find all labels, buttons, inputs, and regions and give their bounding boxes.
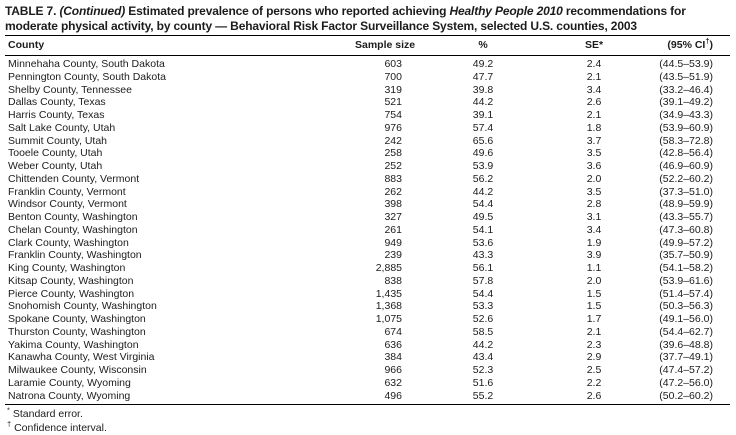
cell-ci: (47.2–56.0) xyxy=(659,376,713,389)
cell-se: 3.6 xyxy=(586,160,602,172)
cell-percent: 56.2 xyxy=(472,172,494,185)
cell-ci: (48.9–59.9) xyxy=(659,198,713,211)
se-label: SE xyxy=(584,39,599,51)
table-row xyxy=(5,135,730,148)
col-header-sample-size: Sample size xyxy=(355,36,413,56)
table-row xyxy=(5,390,730,405)
cell-sample-size: 384 xyxy=(384,351,402,364)
cell-se: 3.1 xyxy=(586,211,602,223)
cell-percent: 54.4 xyxy=(472,198,494,211)
cell-percent: 44.2 xyxy=(472,185,494,198)
table-row xyxy=(5,275,730,288)
cell-se: 2.1 xyxy=(586,325,602,338)
cell-percent: 55.2 xyxy=(413,390,553,405)
cell-percent: 65.6 xyxy=(472,134,494,147)
cell-county: Windsor County, Vermont xyxy=(8,198,127,211)
cell-county: Pierce County, Washington xyxy=(8,287,135,300)
cell-sample-size: 319 xyxy=(384,83,402,96)
col-header-percent: % xyxy=(413,36,553,56)
cell-sample-size: 398 xyxy=(384,198,402,211)
table-row xyxy=(5,262,730,275)
cell-percent: 52.3 xyxy=(472,364,494,376)
cell-percent: 49.2 xyxy=(472,58,494,70)
cell-ci: (49.9–57.2) xyxy=(659,236,713,249)
table-row xyxy=(5,122,730,135)
cell-percent: 43.4 xyxy=(472,351,494,364)
cell-county: Benton County, Washington xyxy=(8,211,138,223)
cell-percent: 39.8 xyxy=(472,83,494,96)
title-italic-phrase: Healthy People 2010 xyxy=(449,4,563,18)
cell-sample-size: 966 xyxy=(384,364,402,376)
header-row xyxy=(5,36,730,56)
table-row xyxy=(5,56,730,71)
prevalence-table xyxy=(5,35,730,405)
cell-se: 1.5 xyxy=(586,287,602,300)
cell-se: 2.6 xyxy=(553,390,635,405)
cell-county: Clark County, Washington xyxy=(8,236,129,249)
cell-sample-size: 1,075 xyxy=(375,313,402,325)
table-row xyxy=(5,186,730,199)
cell-sample-size: 976 xyxy=(384,121,402,134)
table-title xyxy=(5,4,730,33)
col-header-county: County xyxy=(5,36,355,56)
cell-sample-size: 1,435 xyxy=(375,287,402,300)
cell-sample-size: 261 xyxy=(384,223,402,236)
table-row xyxy=(5,288,730,301)
cell-county: Harris County, Texas xyxy=(8,109,105,121)
cell-percent: 53.6 xyxy=(472,236,494,249)
cell-sample-size: 603 xyxy=(384,58,402,70)
cell-se: 3.5 xyxy=(586,185,602,198)
table-row xyxy=(5,224,730,237)
cell-county: Kitsap County, Washington xyxy=(8,274,134,287)
cell-county: Weber County, Utah xyxy=(8,160,103,172)
cell-ci: (37.7–49.1) xyxy=(659,351,713,364)
cell-se: 2.6 xyxy=(586,96,602,109)
ci-label-close: ) xyxy=(709,39,713,51)
table-header xyxy=(5,36,730,56)
title-continued: (Continued) xyxy=(59,4,126,18)
cell-county: Tooele County, Utah xyxy=(8,147,103,160)
footnote-confidence-interval xyxy=(7,419,730,435)
table-body xyxy=(5,56,730,405)
cell-sample-size: 1,368 xyxy=(375,300,402,313)
cell-county: Salt Lake County, Utah xyxy=(8,121,116,134)
title-suffix-line1: recommendations for xyxy=(562,4,686,18)
cell-percent: 44.2 xyxy=(472,338,494,351)
cell-se: 3.4 xyxy=(586,83,602,96)
cell-percent: 49.6 xyxy=(472,147,494,160)
cell-county: Yakima County, Washington xyxy=(8,338,139,351)
title-prefix: TABLE 7. xyxy=(5,4,60,18)
cell-ci: (54.1–58.2) xyxy=(659,262,713,274)
cell-county: Chelan County, Washington xyxy=(8,223,138,236)
cell-county: Snohomish County, Washington xyxy=(8,300,157,313)
cell-ci: (47.3–60.8) xyxy=(659,223,713,236)
cell-county: King County, Washington xyxy=(8,262,126,274)
col-header-ci xyxy=(635,36,730,56)
cell-percent: 43.3 xyxy=(472,249,494,262)
cell-sample-size: 838 xyxy=(384,274,402,287)
cell-sample-size: 262 xyxy=(384,185,402,198)
table-row xyxy=(5,211,730,224)
cell-sample-size: 521 xyxy=(384,96,402,109)
table-row xyxy=(5,109,730,122)
cell-county: Dallas County, Texas xyxy=(8,96,106,109)
cell-sample-size: 949 xyxy=(384,236,402,249)
cell-county: Laramie County, Wyoming xyxy=(8,376,131,389)
cell-se: 2.1 xyxy=(586,70,602,83)
cell-percent: 53.9 xyxy=(472,160,494,172)
cell-ci: (37.3–51.0) xyxy=(659,185,713,198)
cell-ci: (52.2–60.2) xyxy=(659,172,713,185)
table-row xyxy=(5,339,730,352)
col-header-se xyxy=(553,36,635,56)
cell-ci: (43.5–51.9) xyxy=(659,70,713,83)
cell-sample-size: 632 xyxy=(384,376,402,389)
cell-percent: 44.2 xyxy=(472,96,494,109)
cell-se: 2.1 xyxy=(586,109,602,121)
cell-ci: (53.9–61.6) xyxy=(659,274,713,287)
cell-sample-size: 242 xyxy=(384,134,402,147)
footnote-text: Confidence interval. xyxy=(14,421,107,434)
cell-ci: (54.4–62.7) xyxy=(659,325,713,338)
cell-se: 2.9 xyxy=(586,351,602,364)
cell-percent: 57.4 xyxy=(472,121,494,134)
cell-ci: (49.1–56.0) xyxy=(659,313,713,325)
cell-se: 1.1 xyxy=(586,262,602,274)
table-row xyxy=(5,351,730,364)
cell-county: Franklin County, Vermont xyxy=(8,185,126,198)
cell-percent: 54.4 xyxy=(472,287,494,300)
cell-percent: 39.1 xyxy=(472,109,494,121)
table-row xyxy=(5,364,730,377)
ci-footnote-marker: † xyxy=(705,36,710,46)
cell-percent: 53.3 xyxy=(472,300,494,313)
table-row xyxy=(5,173,730,186)
footnotes xyxy=(5,405,730,435)
footnote-text: Standard error. xyxy=(12,408,83,421)
cell-sample-size: 239 xyxy=(384,249,402,262)
cell-county: Natrona County, Wyoming xyxy=(5,390,355,405)
cell-ci: (47.4–57.2) xyxy=(659,364,713,376)
ci-label: (95% CI xyxy=(667,39,706,51)
table-row xyxy=(5,300,730,313)
cell-sample-size: 496 xyxy=(355,390,413,405)
se-footnote-marker: * xyxy=(598,39,604,51)
cell-sample-size: 754 xyxy=(384,109,402,121)
cell-sample-size: 674 xyxy=(384,325,402,338)
cell-county: Thurston County, Washington xyxy=(8,325,146,338)
cell-se: 2.3 xyxy=(586,338,602,351)
cell-ci: (42.8–56.4) xyxy=(659,147,713,160)
cell-ci: (50.2–60.2) xyxy=(635,390,730,405)
title-body: Estimated prevalence of persons who reported achieving xyxy=(125,4,450,18)
cell-se: 1.9 xyxy=(586,236,602,249)
cell-se: 2.0 xyxy=(586,172,602,185)
cell-county: Summit County, Utah xyxy=(8,134,108,147)
cell-ci: (33.2–46.4) xyxy=(659,83,713,96)
cell-sample-size: 327 xyxy=(384,211,402,223)
cell-ci: (34.9–43.3) xyxy=(659,109,713,121)
cell-se: 3.9 xyxy=(586,249,602,262)
footnote-standard-error xyxy=(7,405,730,422)
cell-se: 1.8 xyxy=(586,121,602,134)
cell-county: Spokane County, Washington xyxy=(8,313,146,325)
cell-se: 2.0 xyxy=(586,274,602,287)
table-row xyxy=(5,198,730,211)
cell-se: 2.4 xyxy=(586,58,602,70)
cell-ci: (35.7–50.9) xyxy=(659,249,713,262)
cell-county: Pennington County, South Dakota xyxy=(8,70,166,83)
cell-county: Milwaukee County, Wisconsin xyxy=(8,364,147,376)
cell-ci: (39.1–49.2) xyxy=(659,96,713,109)
table-row xyxy=(5,249,730,262)
cell-county: Kanawha County, West Virginia xyxy=(8,351,155,364)
title-suffix-line2: moderate physical activity, by county — Behavioral Risk Factor Surveillance System, selected U.S. counties, 2003 xyxy=(5,18,637,33)
cell-ci: (44.5–53.9) xyxy=(659,58,713,70)
cell-percent: 57.8 xyxy=(472,274,494,287)
cell-county: Shelby County, Tennessee xyxy=(8,83,132,96)
cell-percent: 56.1 xyxy=(472,262,494,274)
cell-ci: (58.3–72.8) xyxy=(659,134,713,147)
cell-county: Minnehaha County, South Dakota xyxy=(8,58,165,70)
table-row xyxy=(5,326,730,339)
cell-ci: (53.9–60.9) xyxy=(659,121,713,134)
table-row xyxy=(5,71,730,84)
table-row xyxy=(5,96,730,109)
cell-percent: 51.6 xyxy=(472,376,494,389)
cell-ci: (50.3–56.3) xyxy=(659,300,713,313)
cell-sample-size: 2,885 xyxy=(375,262,402,274)
table-row xyxy=(5,147,730,160)
cell-percent: 58.5 xyxy=(472,325,494,338)
cell-ci: (43.3–55.7) xyxy=(659,211,713,223)
cell-sample-size: 252 xyxy=(384,160,402,172)
cell-se: 3.5 xyxy=(586,147,602,160)
table-row xyxy=(5,160,730,173)
table-row xyxy=(5,237,730,250)
cell-ci: (39.6–48.8) xyxy=(659,338,713,351)
cell-county: Chittenden County, Vermont xyxy=(8,172,140,185)
table-row xyxy=(5,377,730,390)
cell-ci: (51.4–57.4) xyxy=(659,287,713,300)
cell-percent: 54.1 xyxy=(472,223,494,236)
table-row xyxy=(5,84,730,97)
cell-percent: 47.7 xyxy=(472,70,494,83)
cell-sample-size: 636 xyxy=(384,338,402,351)
cell-se: 1.7 xyxy=(586,313,602,325)
footnote-marker-dagger: † xyxy=(7,419,12,429)
cell-se: 3.7 xyxy=(586,134,602,147)
cell-se: 2.8 xyxy=(586,198,602,211)
cell-se: 2.2 xyxy=(586,376,602,389)
cell-sample-size: 700 xyxy=(384,70,402,83)
cell-sample-size: 258 xyxy=(384,147,402,160)
cell-sample-size: 883 xyxy=(384,172,402,185)
cell-se: 2.5 xyxy=(586,364,602,376)
cell-se: 1.5 xyxy=(586,300,602,313)
footnote-marker-asterisk: * xyxy=(7,405,10,415)
cell-percent: 49.5 xyxy=(472,211,494,223)
cell-percent: 52.6 xyxy=(472,313,494,325)
cell-county: Franklin County, Washington xyxy=(8,249,142,262)
table-row xyxy=(5,313,730,326)
cell-se: 3.4 xyxy=(586,223,602,236)
cell-ci: (46.9–60.9) xyxy=(659,160,713,172)
